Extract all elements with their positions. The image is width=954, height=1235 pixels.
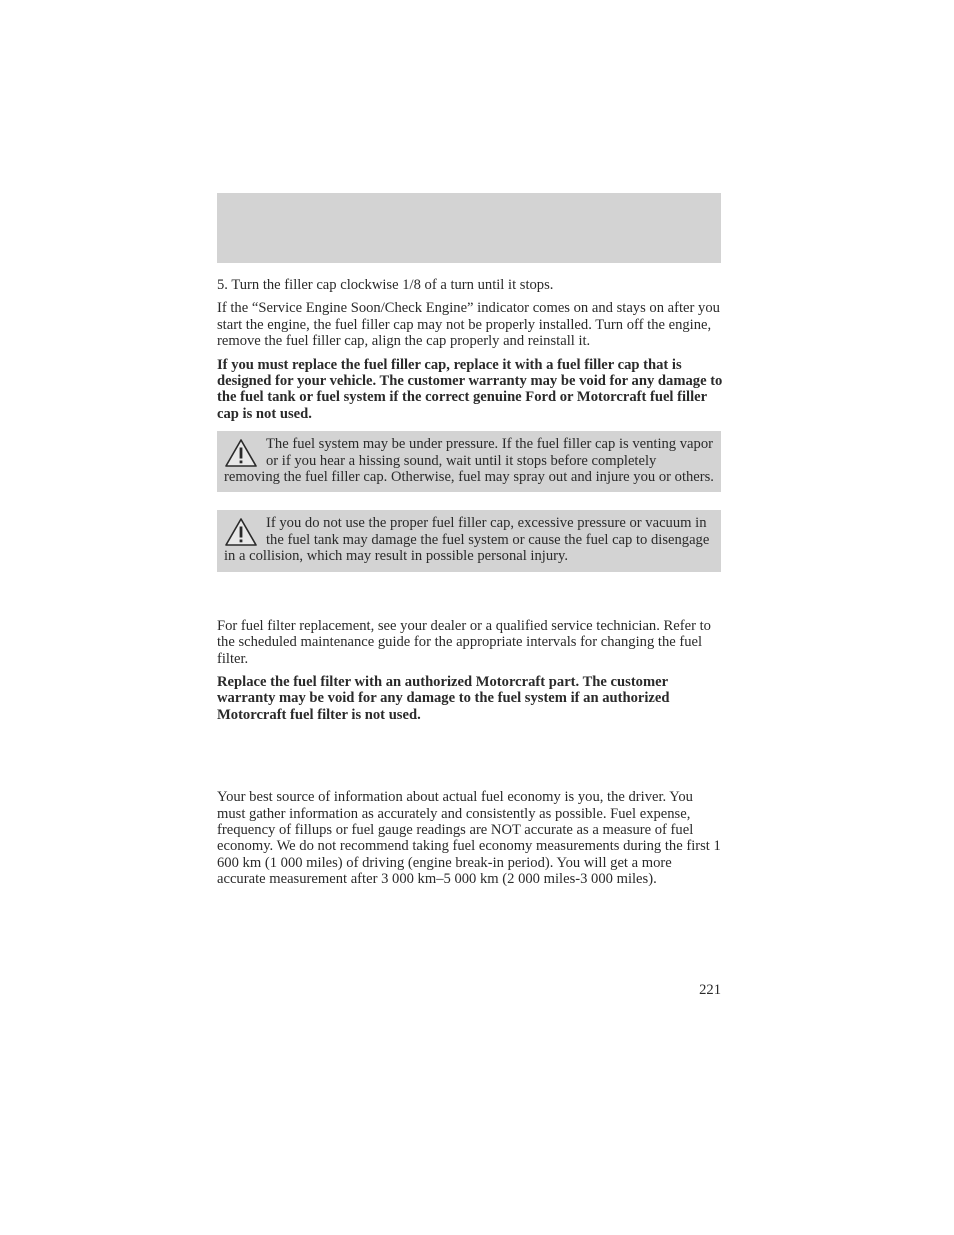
warning-box-filler-cap	[217, 510, 721, 571]
fuel-filter-paragraph: For fuel filter replacement, see your dealer or a qualified service technician. Refer to the scheduled maintenance guide for the appropriate intervals for changing the fuel filter.	[217, 617, 711, 667]
warning-triangle-icon	[224, 438, 258, 468]
page-number: 221	[699, 982, 721, 998]
page-content	[217, 277, 723, 888]
replace-filter-notice: Replace the fuel filter with an authorized Motorcraft part. The customer warranty may be void for any damage to the fuel system if an authorized Motorcraft fuel filter is not used.	[217, 673, 670, 723]
replace-cap-notice: If you must replace the fuel filler cap, replace it with a fuel filler cap that is designed for your vehicle. The customer warranty may be void for any damage to the fuel tank or fuel system if the correct genuine Ford or Motorcraft fuel filler cap is not used.	[217, 356, 723, 422]
section-header-band	[217, 193, 721, 263]
warning-triangle-icon	[224, 517, 258, 547]
warning-text-pressure: The fuel system may be under pressure. If the fuel filler cap is venting vapor or if you hear a hissing sound, wait until it stops before completely removing the fuel filler cap. Otherwise, fuel may spray out and injure you or others.	[224, 436, 714, 486]
fuel-economy-paragraph: Your best source of information about actual fuel economy is you, the driver. You must gather information as accurately and consistently as possible. Fuel expense, frequency of fillups or fuel gauge readings are NOT accurate as a measure of fuel economy. We do not recommend taking fuel economy measurements during the first 1 600 km (1 000 miles) of driving (engine break-in period). You will get a more accurate measurement after 3 000 km–5 000 km (2 000 miles-3 000 miles).	[217, 789, 721, 888]
step-5-text: 5. Turn the filler cap clockwise 1/8 of a turn until it stops.	[217, 277, 554, 293]
indicator-paragraph: If the “Service Engine Soon/Check Engine” indicator comes on and stays on after you start the engine, the fuel filler cap may not be properly installed. Turn off the engine, remove the fuel filler cap, align the cap properly and reinstall it.	[217, 300, 720, 350]
warning-text-filler-cap: If you do not use the proper fuel filler cap, excessive pressure or vacuum in the fuel tank may damage the fuel system or cause the fuel cap to disengage in a collision, which may result in possible personal injury.	[224, 515, 710, 565]
warning-box-pressure	[217, 431, 721, 492]
